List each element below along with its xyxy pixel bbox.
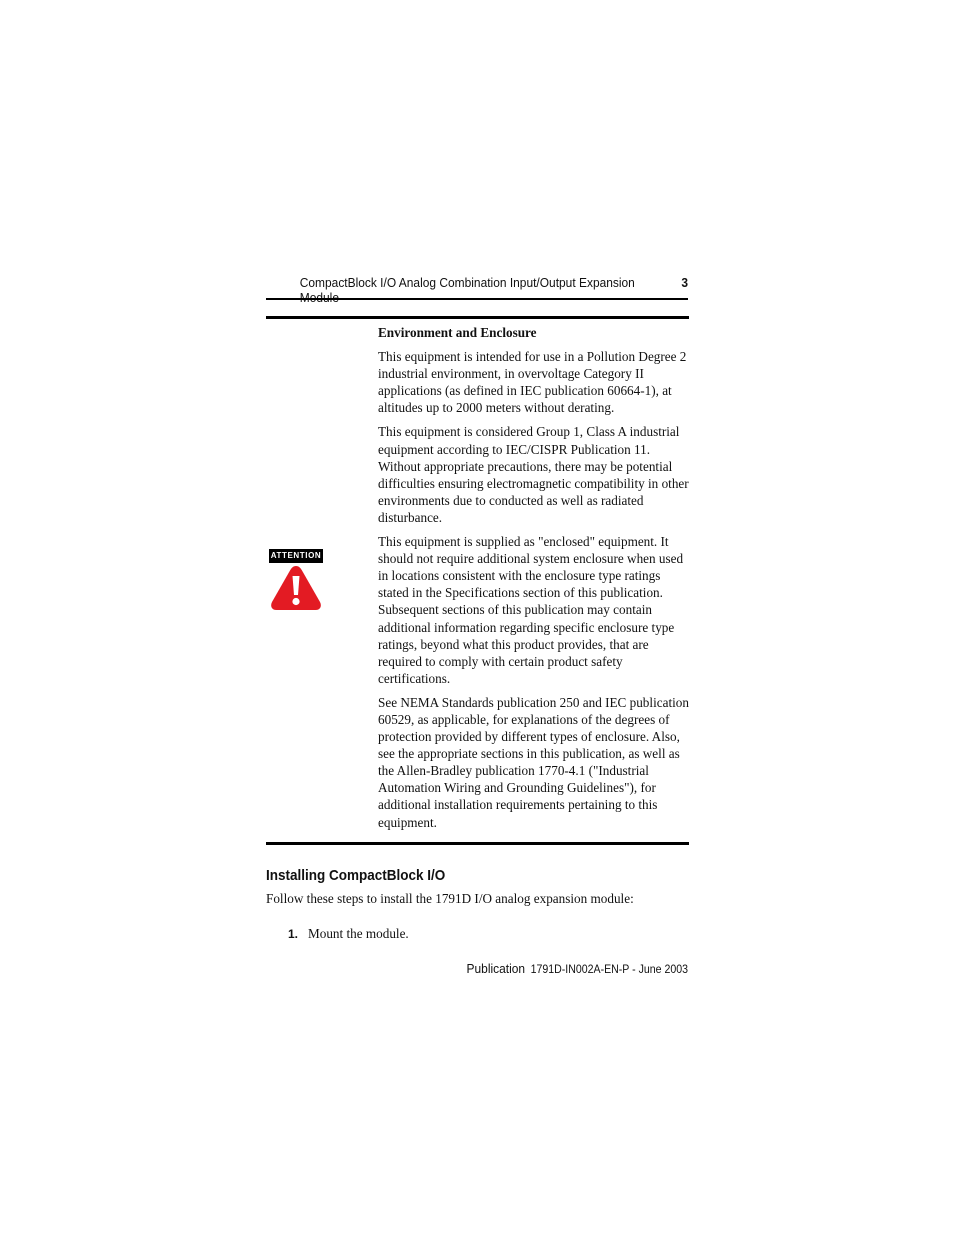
attention-paragraph: This equipment is supplied as "enclosed" equipment. It should not require additional system enclosure when used in locations consistent with the enclosure type ratings stated in the Specifications section of this publication. Subsequent sections of this publication may contain additional information regarding specific enclosure type ratings, beyond what this product provides, that are required to comply with certain product safety certifications. [378,534,684,686]
attention-paragraph: See NEMA Standards publication 250 and IEC publication 60529, as applicable, for explanations of the degrees of protection provided by different types of enclosure. Also, see the appropriate sections in this publication, as well as the Allen-Bradley publication 1770-4.1 ("Industrial Automation Wiring and Grounding Guidelines"), for additional installation requirements pertaining to this equipment. [378,694,689,830]
attention-paragraph: This equipment is intended for use in a Pollution Degree 2 industrial environment, in overvoltage Category II applications (as defined in IEC publication 60664-1), at altitudes up to 2000 meters without derating. [378,349,687,416]
step-item [288,926,409,942]
step-number: 1. [288,927,299,941]
header-rule [266,298,688,300]
section-intro: Follow these steps to install the 1791D I/O analog expansion module: [266,891,634,906]
running-footer [300,961,688,976]
attention-bottom-rule [266,842,689,845]
step-text: Mount the module. [308,926,409,941]
warning-exclamation-dot [292,598,299,605]
attention-paragraph: This equipment is considered Group 1, Class A industrial equipment according to IEC/CISPR Publication 11. Without appropriate precautions, there may be potential difficulties ensuring electromagnetic compatibility in other environments due to conducted as well as radiated disturbance. [378,424,689,525]
page-number: 3 [681,275,688,290]
attention-title: Environment and Enclosure [378,325,537,340]
attention-top-rule [266,316,689,319]
header-title: CompactBlock I/O Analog Combination Input/Output Expansion [299,275,635,290]
attention-label: ATTENTION [269,549,323,563]
footer-label: Publication [466,961,526,976]
warning-triangle-icon [269,564,323,612]
running-header [300,275,688,305]
attention-block [269,549,323,612]
section-heading: Installing CompactBlock I/O [266,867,446,884]
attention-text [378,324,690,838]
publication-id: 1791D-IN002A-EN-P - June 2003 [530,964,688,976]
